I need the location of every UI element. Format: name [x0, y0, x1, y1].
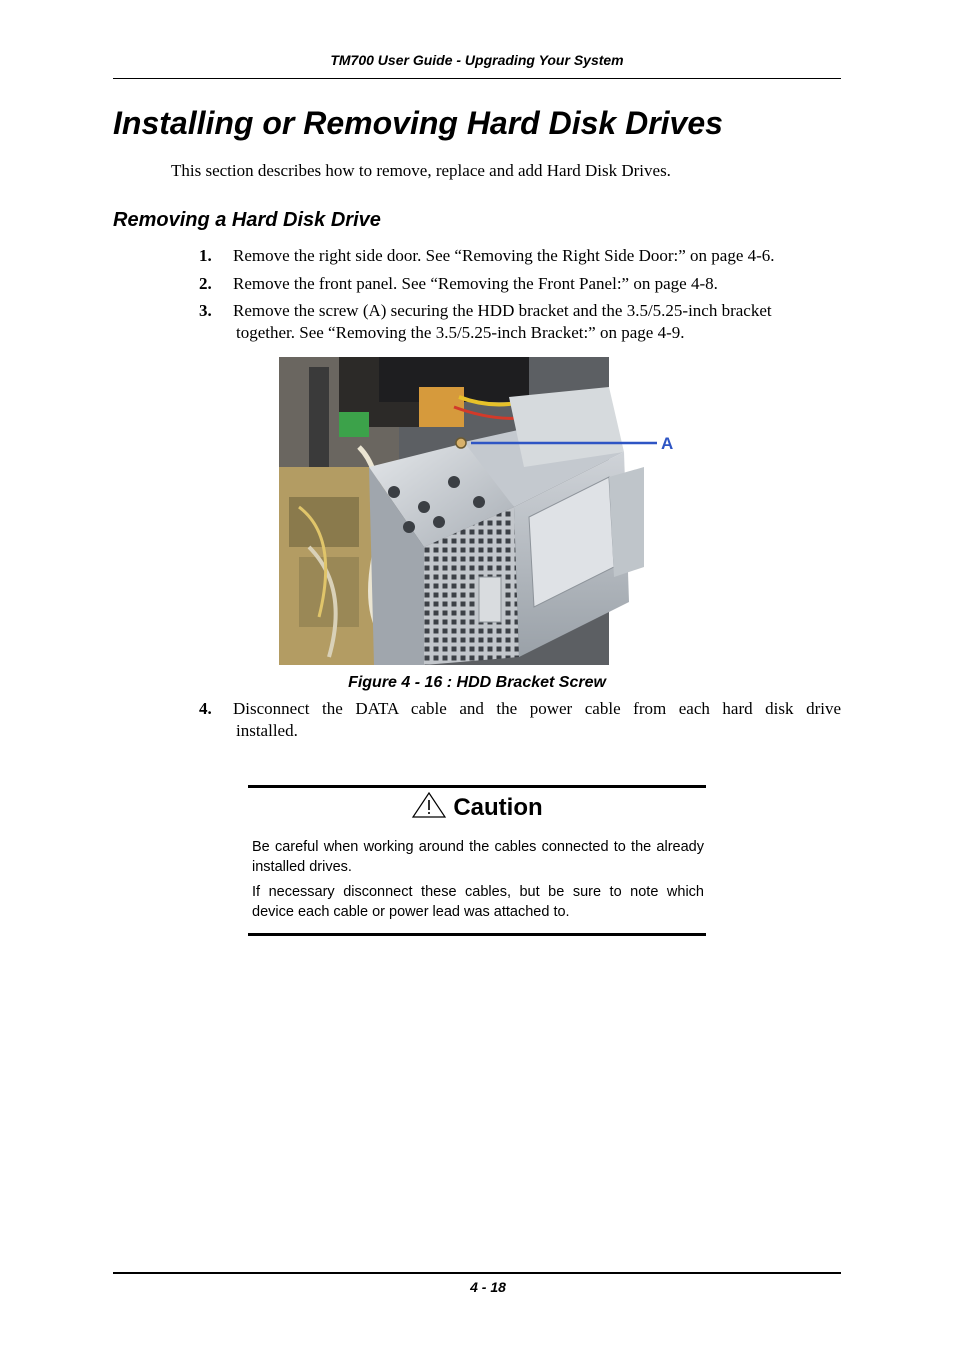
step-text: Remove the front panel. See “Removing the Front Panel:” on page 4-8. [233, 274, 718, 293]
page-number: 4 - 18 [470, 1279, 506, 1295]
step-number: 2. [199, 274, 212, 293]
caution-paragraph: If necessary disconnect these cables, but be sure to note which device each cable or power lead was attached to. [252, 884, 704, 920]
step-number: 3. [199, 301, 212, 320]
step-number: 4. [199, 699, 212, 718]
caution-bottom-rule [248, 933, 706, 936]
step-4 [199, 698, 841, 742]
hdd-bracket-photo [279, 357, 689, 665]
caution-heading [248, 791, 706, 823]
step-3 [199, 300, 841, 344]
step-number: 1. [199, 246, 212, 265]
callout-label-a: A [661, 434, 674, 453]
caution-paragraph: Be careful when working around the cables connected to the already installed drives. [252, 839, 704, 875]
caution-box [248, 785, 706, 936]
caution-top-rule [248, 785, 706, 788]
caution-title: Caution [453, 794, 543, 821]
step-text: Remove the screw (A) securing the HDD bracket and the 3.5/5.25-inch bracket [233, 301, 772, 320]
page-title: Installing or Removing Hard Disk Drives [113, 105, 723, 141]
step-text: Disconnect the DATA cable and the power cable from each hard disk drive [233, 699, 841, 718]
footer-rule [113, 1272, 841, 1274]
warning-triangle-icon [411, 791, 447, 819]
step-text: Remove the right side door. See “Removing the Right Side Door:” on page 4-6. [233, 246, 775, 265]
step-2 [199, 273, 841, 295]
figure-caption: Figure 4 - 16 : HDD Bracket Screw [348, 674, 606, 691]
running-header: TM700 User Guide - Upgrading Your System [330, 52, 624, 68]
section-title: Removing a Hard Disk Drive [113, 209, 381, 231]
intro-paragraph: This section describes how to remove, replace and add Hard Disk Drives. [171, 161, 671, 180]
step-1 [199, 245, 841, 267]
step-text-continued: installed. [236, 721, 298, 740]
header-rule [113, 78, 841, 79]
step-text-continued: together. See “Removing the 3.5/5.25-inch Bracket:” on page 4-9. [236, 323, 685, 342]
